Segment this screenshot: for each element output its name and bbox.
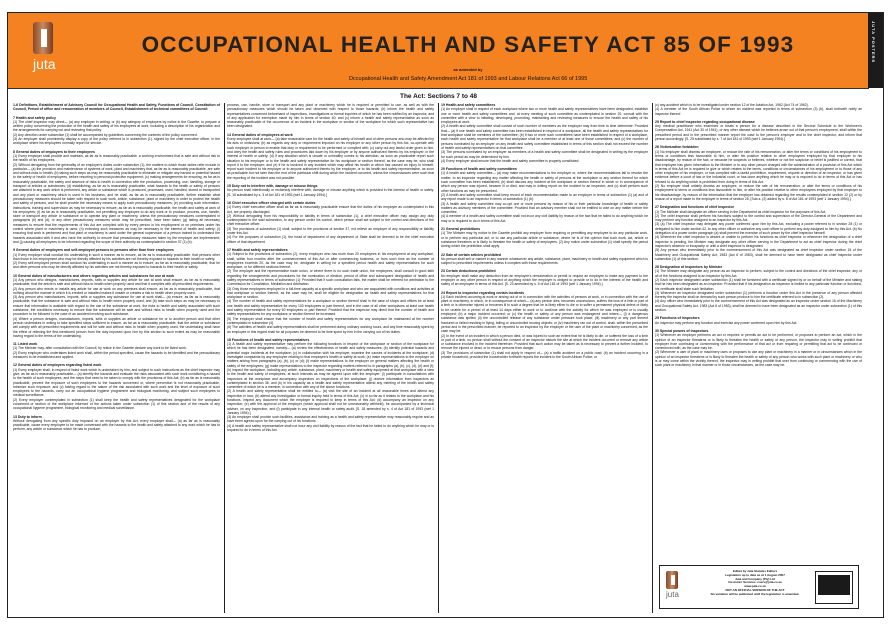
section-paragraph: (1) Whenever an employer performs an act or requires or permits an act to be performed, or proposes to perform an act, which in the opinion of an inspector threatens or is likely to threaten the health or safety of any person, the inspector may in writing prohibit that employer from continuing or commencing with the performance of that act or from requiring or permitting that act to be continued or commenced with, as the case may be. xyxy=(655,333,862,351)
section-heading: 9 General duties of employers and self-employed persons to persons other than their employees xyxy=(13,248,174,253)
act-section xyxy=(227,201,434,244)
section-heading: 29 Functions of inspectors xyxy=(655,316,700,321)
section-paragraph: (4) For the purposes of subsection (1), the head of department of any department of State shall be deemed to be the chief executive officer of that department. xyxy=(227,235,434,244)
act-section xyxy=(13,342,220,359)
act-section xyxy=(13,116,220,146)
text-column-1 xyxy=(13,103,220,613)
section-heading: 28 Designation of inspectors by Minister xyxy=(655,265,723,270)
section-paragraph: (1) Every employer shall conduct his undertaking in such a manner as to ensure, as far as is reasonably practicable, that persons other than those in his employment who may be directly affected by his activities are not thereby exposed to hazards to their health or safety. xyxy=(13,252,220,261)
section-paragraph: (4) The number of health and safety representatives for a workplace or section thereof shall in the case of shops and offices be at least one health and safety representative for every 100 employees or part thereof, and in the case of all other workplaces at least one health and safety representative for every 50 employees or part thereof: Provided that the inspector may direct that the number of health and safety representatives for any workplace or section thereof be increased. xyxy=(227,299,434,317)
section-paragraph: (1) The Minister shall designate an officer serving in the Department as chief inspector for the purposes of this Act. xyxy=(655,209,827,214)
act-section xyxy=(655,145,862,201)
column-divider xyxy=(652,103,653,613)
footer-line: Legislation up to date as at 1 August 2007 xyxy=(725,572,785,577)
footer-logo-text: juta xyxy=(666,590,679,599)
section-paragraph: (1) Subject to the provisions of subsection (2), every employer who has more than 20 employees in his employment at any workplace, shall, within four months after the commencement of this Act or after commencing business, or from such time as the number of employees exceeds 20, as the case may be, designate in writing for a specified period health and safety representatives for such workplace, or for different sections thereof. xyxy=(227,252,434,270)
section-paragraph: (1) The chief inspector may direct— (a) any employer in writing; or (b) any category of employers by notice in the Gazette, to prepare a written policy concerning the protection of the health and safety of his employees at work, including a description of his organization and the arrangements for carrying out and reviewing that policy. xyxy=(13,119,220,133)
section-paragraph: (1) Every employer shall, in respect of listed work which is undertaken by him, and subject to such instructions as the chief inspector may give, as far as is reasonably practicable— (a) identify the hazards and evaluate the risks associated with such work constituting a hazard to the health of such employees, and the steps that need to be taken to comply with the provisions of this Act; (b) as far as is reasonably practicable, prevent the exposure of such employees to the hazards concerned or, where prevention is not reasonably practicable, minimize such exposure; and (c) having regard to the nature of the risk associated with such work and the level of exposure of such employees to the hazards, carry out an occupational hygiene programme and biological monitoring, and subject such employees to medical surveillance. xyxy=(13,367,220,398)
section-heading: 16 Chief executive officer charged with certain duties xyxy=(227,200,316,205)
juta-logo-mark-icon xyxy=(33,22,53,54)
poster xyxy=(7,12,884,618)
section-paragraph: (3) A health and safety committee may co-opt one or more persons by reason of his or their particular knowledge of health or safety matters as advisory members of the committee: Provided that an advisory member shall not be entitled to vote on any matter before the committee. xyxy=(441,201,648,215)
column-divider xyxy=(224,103,225,613)
footer-line: Customer Services: cserv@juta.co.za xyxy=(728,580,782,585)
section-paragraph: (1) An employer shall in respect of each workplace where two or more health and safety representatives have been designated, establish one or more health and safety committees and, at every meeting of such committee as contemplated in section 20, consult with the committee with a view to initiating, developing, promoting, maintaining and reviewing measures to ensure the health and safety of his employees at work. xyxy=(441,107,648,125)
act-section xyxy=(13,150,220,245)
amended-label: as amended by xyxy=(453,67,483,72)
juta-logo-text: juta xyxy=(33,56,56,72)
section-paragraph: (1) The Minister may by notice in the Gazette prohibit any employer from requiring or permitting any employee to do any particular work, or to perform any particular act, or to use any particular article or substance, where he is of the opinion that such work, act, article or substance threatens or is likely to threaten the health or safety of employees. (2) Any notice under subsection (1) shall specify the period during which the prohibition shall apply. xyxy=(441,231,648,249)
act-section xyxy=(227,338,434,433)
section-paragraph: (1) The Minister may designate any person as an inspector to perform, subject to the control and directions of the chief inspector, any or all of the functions assigned to an inspector by this Act. xyxy=(655,269,862,278)
act-section xyxy=(655,120,862,141)
section-paragraph: No employer shall make any deduction from an employee's remuneration or permit or require an employee to make any payment to the employer or any other person in respect of anything which the employer is obliged to provide or to do in the interest of the health and safety of an employee in terms of this Act. [S. 23 amended by s. 5 of Act 181 of 1993 (wef 1 January 1994).] xyxy=(441,273,648,287)
section-paragraph: (2) The chief inspector shall perform his functions subject to the control and supervision of the Director-General of the Department and may perform any function assigned to an inspector by this Act. xyxy=(655,213,862,223)
act-section xyxy=(227,184,434,197)
section-paragraph: (5) The employer shall ensure that the number of health and safety representatives for any workplace be maintained at the number contemplated in subsection (4). xyxy=(227,316,434,325)
text-column-2 xyxy=(227,103,434,613)
section-paragraph: (4) A member of a health and safety committee shall not incur any civil liability by reason of the fact that he failed to do anything which he may or is required to do in terms of this Act. xyxy=(441,214,648,223)
poster-title: OCCUPATIONAL HEALTH AND SAFETY ACT 85 OF 1993 xyxy=(141,32,795,57)
section-paragraph: (1) No employer shall dismiss an employee, or reduce the rate of his remuneration, or alter the terms or conditions of his employment to terms or conditions less favourable to him, or alter his position relative to other employees employed by that employer to his disadvantage, by reason of the fact, or because he suspects or believes, whether or not the suspicion or belief is justified or correct, that that employee has given information to the Minister or to any other person charged with the administration of a provision of this Act which in terms of this Act he is required to give or which relates to the terms, conditions or circumstances of his employment or to those of any other employee of his employer, or has complied with a lawful prohibition, requirement, request or direction of an inspector, or has given evidence before a court of law or the industrial court, or has done anything which he may or is required to do in terms of this Act or has refused to do anything which is prohibited from doing in terms of this Act. xyxy=(655,149,862,184)
section-paragraph: (1) A health and safety representative may perform the following functions in respect of the workplace or section of the workplace for which he has been designated, namely— (a) review the effectiveness of health and safety measures; (b) identify potential hazards and potential major incidents at the workplace; (c) in collaboration with his employer, examine the causes of incidents at the workplace; (d) investigate complaints by any employee relating to that employee's health or safety at work; (e) make representations to the employer on matters arising from paragraphs (a), (b), (c) or (d); (f) make representations to the employer on general matters affecting the health or safety of the employees; (g) make representations to the inspector regarding matters referred to in paragraphs (a), (b), (c), (d), (e) and (f); (h) inspect the workplace, including any article, substance, plant, machinery or health and safety equipment at that workplace with a view to the health and safety of employees, at such intervals as may be agreed upon with the employer; (i) participate in consultations with inspectors at the workplace and accompany inspectors on inspections of the workplace; (j) receive information from inspectors as contemplated in section 36; and (k) in his capacity as a health and safety representative attend any meeting of the health and safety committee of which he is a member, in connection with any of the above functions. xyxy=(227,342,434,390)
section-paragraph: process, use, handle, store or transport and any plant or machinery which he is required or permitted to use, as well as with the precautionary measures which should be taken and observed with respect to those hazards; (b) inform the health and safety representatives concerned beforehand of inspections, investigations or formal inquiries of which he has been notified by an inspector, and of any application for exemption made by him in terms of section 40; and (c) inform a health and safety representative as soon as reasonably practicable of the occurrence of an incident in the workplace or section of the workplace for which such representative has been designated. xyxy=(227,103,434,129)
section-paragraph: (2) The employer and the representative trade union, or where there is no such trade union, the employees, shall consult in good faith regarding the arrangements and procedures for the nomination or election, period of office and subsequent designation of health and safety representatives in terms of subsection (1): Provided that if such consultation fails, the matter shall be referred for arbitration to the Commission for Conciliation, Mediation and Arbitration. xyxy=(227,269,434,287)
section-paragraph: (3) An employer shall provide such facilities, assistance and training as a health and safety representative may reasonably require and as have been agreed upon for the carrying out of his functions. xyxy=(227,415,434,424)
act-section xyxy=(655,205,862,261)
section-paragraph: (2) Each inspector designated under subsection (1) shall be furnished with a certificate signed by or on behalf of the Minister and stating that he has been designated as an inspector: Provided that if his designation as inspector is limited to any particular function or functions, his certificate shall state such limitation. xyxy=(655,277,862,291)
section-paragraph: (2) Whenever a user of plant or machinery uses or proposes to use any plant or machinery in a manner or in circumstances which in the opinion of an inspector threatens or is likely to threaten the health or safety of any person who works with such plant or machinery or who is or may come within the vicinity thereof, the inspector may in writing prohibit that user from continuing or commencing with the use of such plant or machinery in that manner or in those circumstances, as the case may be. xyxy=(655,350,862,368)
section-paragraph: (2) Any direction under subsection (1) shall be accompanied by guidelines concerning the contents of the policy concerned. xyxy=(13,132,198,137)
section-paragraph: (3) An employer shall prominently display a copy of the policy referred to in subsection (1), signed by the chief executive officer, in the workplace where his employees normally report for service. xyxy=(13,137,220,146)
section-paragraph: (4) Every employer shall ensure that the health and safety committee is properly constituted. xyxy=(441,158,580,163)
section-paragraph: (2) Every employer contemplated in subsection (1) shall keep the health and safety representatives designated for the workplace concerned or section of the workplace informed of the actions taken under subsection (1) of this section and of the results of any occupational hygiene programme, biological monitoring and medical surveillance. xyxy=(13,397,220,411)
section-paragraph: (c) any accident which is to be investigated under section 12 of the Aviation Act, 1962 (Act 74 of 1962). xyxy=(655,103,809,107)
section-paragraph: (2) No employer shall unfairly dismiss an employee, or reduce the rate of his remuneration, or alter the terms or conditions of his employment to terms or conditions less favourable to him, or alter his position relative to other employees employed by that employer to his disadvantage, by reason of the information that the employer has obtained regarding the results contemplated in section 12 (2) or by reason of a report made to the employer in terms of section 25. [Sub-s. (2) added by s. 8 of Act 181 of 1993 (wef 1 January 1994).] xyxy=(655,184,862,201)
section-heading: 14 General duties of employees at work xyxy=(227,132,293,137)
section-paragraph: No person shall sell or market in any manner whatsoever any article, substance, plant, machinery or health and safety equipment which is subject to prescribed requirements unless it complies with those requirements. xyxy=(441,256,648,266)
poster-subtitle: The Act: Sections 7 to 48 xyxy=(399,93,478,100)
section-heading: 23 Certain deductions prohibited xyxy=(441,269,496,274)
act-section xyxy=(655,103,862,116)
section-paragraph: Every employee shall at work— (a) take reasonable care for the health and safety of himself and of other persons who may be affected by his acts or omissions; (b) as regards any duty or requirement imposed on his employer or any other person by this Act, co-operate with such employer or person to enable that duty or requirement to be performed or complied with; (c) carry out any lawful order given to him, and obey the health and safety rules and procedures laid down by his employer or by anyone authorized thereto by his employer, in the interest of health or safety; (d) if any situation which is unsafe or unhealthy comes to his attention, as soon as practicable report such situation to his employer or to the health and safety representative for his workplace or section thereof, as the case may be, who shall report it to the employer; and (e) if he is involved in any incident which may affect his health or which has caused an injury to himself, report such incident to his employer or to anyone authorized thereto by the employer, or to his health and safety representative, as soon as practicable but not later than the end of the particular shift during which the incident occurred, unless the circumstances were such that the reporting of the incident was not possible. xyxy=(227,137,434,180)
section-paragraph: (1) Each incident occurring at work or arising out of or in connection with the activities of persons at work, or in connection with the use of plant or machinery, in which, or in consequence of which— (a) any person dies, becomes unconscious, suffers the loss of a limb or part of a limb or is otherwise injured or becomes ill to such a degree that he is likely either to die or to suffer a permanent physical defect or likely to be unable for a period of at least 14 days either to work or to continue with the activity for which he was employed or is usually employed; (b) a major incident occurred; or (c) the health or safety of any person was endangered and where— (i) a dangerous substance was spilled; (ii) the uncontrolled release of any substance under pressure took place; (iii) machinery or any part thereof fractured or failed resulting in flying, falling or uncontrolled moving objects; or (iv) machinery ran out of control, shall, within the prescribed period and in the prescribed manner, be reported to an inspector by the employer or the user of the plant or machinery concerned, as the case may be. xyxy=(441,294,648,334)
section-heading: 11 Listed work xyxy=(13,342,38,347)
act-section xyxy=(441,103,648,163)
section-paragraph: (2) A health and safety committee shall keep record of each recommendation made to an employer in terms of subsection (1) (a) and of any report made to an inspector in terms of subsection (1) (b). xyxy=(441,192,648,202)
section-heading: 8 General duties of employers to their employees xyxy=(13,149,95,154)
barcode-icon xyxy=(818,575,850,595)
section-paragraph: Any medical practitioner who examines or treats a person for a disease described in the Second Schedule to the Workmen's Compensation Act, 1941 (Act 30 of 1941), or any other disease which he believes arose out of that person's employment, shall within the prescribed period and in the prescribed manner report the case to the person's employer and to the chief inspector, and inform that person accordingly. [S. 25 substituted by s. 7 of Act 181 of 1993 (wef 1 January 1994).] xyxy=(655,124,862,142)
section-paragraph: (4) A member of the South African Police to whom an incident was reported in terms of subsection (3) (b), shall forthwith notify an inspector thereof. xyxy=(655,107,862,116)
juta-logo xyxy=(33,22,59,82)
section-paragraph: (1) Every employer shall provide and maintain, as far as is reasonably practicable, a working environment that is safe and without risk to the health of his employees. xyxy=(13,153,220,163)
section-paragraph: (3) The provisions of subsection (1) shall, subject to the provisions of section 37, not relieve an employer of any responsibility or liability under this Act. xyxy=(227,226,434,236)
section-heading: 22 Sale of certain articles prohibited xyxy=(441,252,502,257)
act-section xyxy=(655,316,862,325)
section-paragraph: (1) The Minister may, after consultation with the Council, by notice in the Gazette declare any work to be listed work. xyxy=(13,346,187,351)
footer-line: www.juta.co.za xyxy=(744,584,766,589)
section-heading: 15 Duty not to interfere with, damage or misuse things xyxy=(227,184,318,189)
act-section xyxy=(227,248,434,334)
act-section xyxy=(227,103,434,129)
section-heading: 26 Victimization forbidden xyxy=(655,145,699,150)
column-divider xyxy=(438,103,439,613)
footer-line: NOT AN OFFICIAL VERSION OF THE ACT xyxy=(725,587,785,592)
footer-line: Juta and Company (Pty) Ltd xyxy=(735,576,775,581)
section-heading: 30 Special powers of inspectors xyxy=(655,328,709,333)
section-paragraph: (2) Without derogating from his responsibility or liability in terms of subsection (1), a chief executive officer may assign any duty contemplated in the said subsection, to any person under his control, which person shall act subject to the control and directions of the chief executive officer. xyxy=(227,213,434,227)
amending-acts: Occupational Health and Safety Amendment Act 181 of 1993 and Labour Relations Act 66 of 1995 xyxy=(348,76,588,82)
act-section xyxy=(13,248,220,269)
act-section xyxy=(441,167,648,223)
section-paragraph: (6) The activities of health and safety representatives shall be performed during ordinary working hours, and any time reasonably spent by an employee in this regard shall for all purposes be deemed to be time spent by him in the carrying out of his duties. xyxy=(227,325,434,334)
section-paragraph: Without derogating from any specific duty imposed on an employer by this Act, every employer shall— (a) as far as is reasonably practicable, cause every employee to be made conversant with the hazards to the health and safety attached to any work which he has to perform, any article or substance which he has to produce, xyxy=(13,418,220,432)
section-paragraph: (4) A health and safety representative shall not incur any civil liability by reason of the fact that he failed to do anything which he may or is required to do in terms of this Act. xyxy=(227,423,434,433)
section-paragraph: (3) The persons nominated by an employer as members of a health and safety committee shall be designated in writing by the employer for such period as may be determined by him. xyxy=(441,150,648,159)
section-heading: 19 Health and safety committees xyxy=(441,103,496,107)
section-paragraph: (4) Where a person designs, manufactures, imports, sells or supplies an article or substance for or to another person and that other person undertakes in writing to take specified steps sufficient to ensure, as far as is reasonably practicable, that the article or substance will comply with all prescribed requirements and will be safe and without risks to health when properly used, the undertaking shall have the effect of relieving the first-mentioned person from the duty imposed upon him by this section to such extent as may be reasonable having regard to the terms of the undertaking. xyxy=(13,316,220,338)
section-paragraph: (2) Every employer who undertakes listed work shall, within the period specified, cause the hazards to be identified and the precautionary measures to be established and applied. xyxy=(13,350,220,360)
section-paragraph: (2) Every self-employed person shall conduct his undertaking in such a manner as to ensure, as far as is reasonably practicable, that he and other persons who may be directly affected by his activities are not thereby exposed to hazards to their health or safety. xyxy=(13,261,220,270)
footer-line: Edited by Juta Statutes Editors xyxy=(732,569,778,573)
act-section xyxy=(441,253,648,266)
section-paragraph: (4) Any officer who immediately prior to the commencement of this Act was designated as an inspector under section 16 of the Machinery and Occupational Safety Act, 1983 (Act 6 of 1983), shall be deemed to have been designated as an inspector under subsection (1) of this section. xyxy=(655,299,862,313)
section-heading: 27 Designation and functions of chief inspector xyxy=(655,205,734,210)
section-paragraph: (1) Any person who designs, manufactures, imports, sells or supplies any article for use at work shall ensure, as far as is reasonably practicable, that the article is safe and without risks to health when properly used and that it complies with all prescribed requirements. xyxy=(13,277,220,287)
footer-line: No variation will be published until the legislation is amended. xyxy=(710,591,800,596)
section-heading: 17 Health and safety representatives xyxy=(227,247,288,252)
section-paragraph: (2) Without derogating from the generality of an employer's duties under subsection (1), the matters to which those duties refer include in particular— (a) the provision and maintenance of systems of work, plant and machinery that, as far as is reasonably practicable, are safe and without risks to health; (b) taking such steps as may be reasonably practicable to eliminate or mitigate any hazard or potential hazard to the safety or health of employees, before resorting to personal protective equipment; (c) making arrangements for ensuring, as far as is reasonably practicable, the safety and absence of risks to health in connection with the production, processing, use, handling, storage or transport of articles or substances; (d) establishing, as far as is reasonably practicable, what hazards to the health or safety of persons are attached to any work which is performed, any article or substance which is produced, processed, used, handled, stored or transported and any plant or machinery which is used in his business, and he shall, as far as is reasonably practicable, further establish what precautionary measures should be taken with respect to such work, article, substance, plant or machinery in order to protect the health and safety of persons, and he shall provide the necessary means to apply such precautionary measures; (e) providing such information, instructions, training and supervision as may be necessary to ensure, as far as is reasonably practicable, the health and safety at work of his employees; (f) as far as is reasonably practicable, not permitting any employee to do any work or to produce, process, use, handle, store or transport any article or substance or to operate any plant or machinery, unless the precautionary measures contemplated in paragraphs (b) and (d), or any other precautionary measures which may be prescribed, have been taken; (g) taking all necessary measures to ensure that the requirements of this Act are complied with by every person in his employment or on premises under his control where plant or machinery is used; (h) enforcing such measures as may be necessary in the interest of health and safety; (i) ensuring that work is performed and that plant or machinery is used under the general supervision of a person trained to understand the hazards associated with it and who have the authority to ensure that precautionary measures taken by the employer are implemented; and (j) causing all employees to be informed regarding the scope of their authority as contemplated in section 37 (1) (b). xyxy=(13,162,220,244)
poster-header xyxy=(8,13,869,89)
side-strip xyxy=(868,13,883,88)
section-heading: 18 Functions of health and safety representatives xyxy=(227,337,310,342)
section-heading: 12 General duties of employers regarding listed work xyxy=(13,363,102,368)
section-heading: 25 Report to chief inspector regarding occupational disease xyxy=(655,119,755,124)
publisher-details xyxy=(700,570,810,597)
text-column-4 xyxy=(655,103,862,563)
act-section xyxy=(227,133,434,180)
section-heading: 10 General duties of manufacturers and others regarding articles and substances for use at work xyxy=(13,273,175,278)
section-heading: 1-6 Definitions, Establishment of Advisory Council for Occupational Health and Safety, Functions of Council, Constitution of Council, Period of office and remuneration of members of Council, Establishment of technical committees of Council xyxy=(13,103,220,112)
section-paragraph: An inspector may perform any function and exercise any power conferred upon him by this Act. xyxy=(655,320,798,325)
publisher-info-box xyxy=(659,565,859,609)
section-paragraph: (2) In the event of an incident in which a person died, or was injured to such an extent that he is likely to die, or suffered the loss of a limb or part of a limb, no person shall without the consent of an inspector disturb the site at which the incident occurred or remove any article or substance involved in the incident therefrom: Provided that such action may be taken as is necessary to prevent a further incident, to remove the injured or dead, or to rescue persons from danger. xyxy=(441,333,648,351)
section-paragraph: (3) Whenever an inspector designated under subsection (1) performs a function under this Act in the presence of any person affected thereby the inspector shall on demand by such person produce to him the certificate referred to in subsection (2). xyxy=(655,290,862,300)
section-heading: 24 Report to inspector regarding certain incidents xyxy=(441,290,525,295)
section-paragraph: (4) Whenever the chief inspector is absent or unable to perform his functions as chief inspector or whenever the designation of a chief inspector is pending, the Minister may designate any other officer serving in the Department to act as chief inspector during the chief inspector's absence or incapacity or until a chief inspector is designated. xyxy=(655,235,862,248)
side-strip-text: JUTA POSTERS xyxy=(871,21,876,64)
act-section xyxy=(441,291,648,360)
barcode xyxy=(815,571,853,604)
act-section xyxy=(13,363,220,410)
section-heading: 7 Health and safety policy xyxy=(13,115,56,120)
act-section xyxy=(655,329,862,368)
section-paragraph: (3) Only those employees employed in a full-time capacity at a specific workplace and who are acquainted with conditions and activities at that workplace or section thereof, as the case may be, shall be eligible for designation as health and safety representatives for that workplace or section. xyxy=(227,286,434,300)
section-paragraph: (1) A health and safety committee— (a) may make recommendations to the employer or, where the recommendations fail to resolve the matter, to an inspector regarding any matter affecting the health or safety of persons at the workplace or any section thereof for which such committee has been established; (b) shall discuss any incident at the workplace or section thereof in which or in consequence of which any person was injured, became ill or died, and may in writing report on the incident to an inspector; and (c) shall perform such other functions as may be prescribed. xyxy=(441,171,648,193)
text-column-3 xyxy=(441,103,648,613)
act-section xyxy=(13,103,220,112)
juta-logo-mark-icon xyxy=(666,571,678,589)
section-paragraph: No person shall intentionally or recklessly interfere with, damage or misuse anything which is provided in the interest of health or safety. [S. 15 substituted by s. 3 of Act 181 of 1993 (wef 1 January 1994).] xyxy=(227,188,434,197)
section-heading: 13 Duty to inform xyxy=(13,414,42,419)
section-paragraph: (3) The provisions of subsection (1) shall not apply in respect of— (a) a traffic accident on a public road; (b) an incident occurring in a private household, provided the householder forthwith reports the incident to the South African Police; or xyxy=(441,350,648,360)
section-heading: 21 General prohibitions xyxy=(441,227,481,232)
act-section xyxy=(13,274,220,338)
section-paragraph: (3) Any person who manufactures, imports, sells or supplies any substance for use at work shall— (a) ensure, as far as is reasonably practicable, that the substance is safe and without risks to health when properly used; and (b) take such steps as may be necessary to ensure that information is available with regard to the use of the substance at work, the risks to health and safety associated with such substance, the conditions necessary to ensure that the substance will be safe and without risks to health when properly used and the procedure to be followed in the case of an accident involving such substance. xyxy=(13,295,220,317)
section-paragraph: (2) Any person who erects or installs any article for use at work on any premises shall ensure, as far as is reasonably practicable, that nothing about the manner in which it is erected or installed makes it unsafe or creates a risk to health when properly used. xyxy=(13,286,220,295)
footer-logo xyxy=(666,571,679,599)
act-section xyxy=(13,415,220,432)
act-section xyxy=(441,227,648,248)
section-paragraph: (5) Any person who immediately prior to the commencement of this Act was designated as chief inspector under section 15 of the Machinery and Occupational Safety Act, 1983 (Act 6 of 1983), shall be deemed to have been designated as chief inspector under subsection (1) of this section. xyxy=(655,248,862,261)
section-heading: 20 Functions of health and safety committees xyxy=(441,167,517,172)
section-paragraph: (2) A health and safety committee shall consist of such number of members as the employer may from time to time determine: Provided that— (a) if one health and safety committee has been established in respect of a workplace, all the health and safety representatives for that workplace shall be members of the committee; (b) if two or more such committees have been established in respect of a workplace, each health and safety representative for that workplace shall be a member of at least one of those committees; and (c) the number of persons nominated by an employer on any health and safety committee established in terms of this section shall not exceed the number of health and safety representatives on that committee. xyxy=(441,124,648,150)
section-paragraph: (3) (a) The chief inspector may delegate any power conferred upon him by this Act, excluding a power referred to in section 28 (1) or delegated to him under section 42, to any other officer or authorize any such officer to perform any duty assigned to him by this Act. (b) No delegation of a power under paragraph (a) shall prevent the exercise of such power by the chief inspector himself. xyxy=(655,222,862,236)
act-section xyxy=(441,269,648,286)
section-paragraph: (2) A health and safety representative shall be entitled to— (a) visit the site of an incident at all reasonable times and attend any inspection in loco; (b) attend any investigation or formal inquiry held in terms of this Act; (c) in so far as it relates to the workplace and his functions, inspect any document which the employer is required to keep in terms of this Act; (d) accompany an inspector on any inspection; (e) with the approval of the employer (which approval shall not be unreasonably withheld), be accompanied by a technical adviser, on any inspection; and (f) participate in any internal health or safety audit. [S. 18 amended by s. 4 of Act 181 of 1993 (wef 1 January 1994).] xyxy=(227,389,434,415)
section-paragraph: (1) Every chief executive officer shall as far as is reasonably practicable ensure that the duties of his employer as contemplated in this Act, are properly discharged. xyxy=(227,205,434,214)
act-section xyxy=(655,265,862,312)
